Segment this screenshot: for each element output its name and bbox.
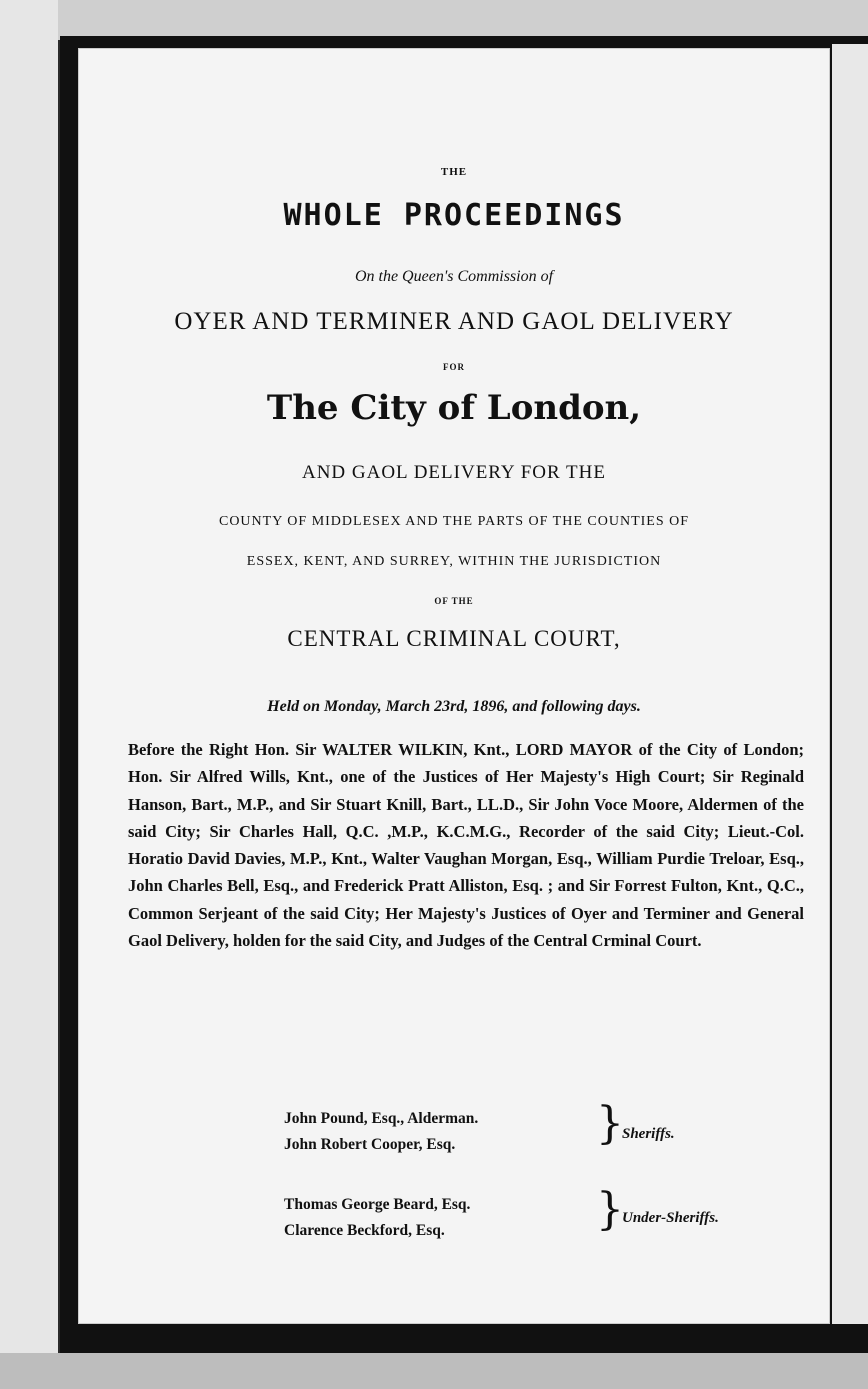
of-the-label: OF THE xyxy=(434,596,474,606)
sheriff-name: John Robert Cooper, Esq. xyxy=(284,1136,456,1153)
sheriffs-brace: } xyxy=(596,1098,624,1149)
under-sheriffs-brace: } xyxy=(596,1184,624,1235)
county-line: COUNTY OF MIDDLESEX AND THE PARTS OF THE COUNTIES OF xyxy=(218,514,690,529)
justices-paragraph: Before the Right Hon. Sir WALTER WILKIN, Knt., LORD MAYOR of the City of London; Hon. Sir Alfred Wills, Knt., one of the Justices of Her Majesty's High Court; Sir Reginald Hanson, Bart., M.P., and Sir Stuart Knill, Bart., LL.D., Sir John Voce Moore, Aldermen of the said City; Sir Charles Hall, Q.C. ,M.P., K.C.M.G., Recorder of the said City; Lieut.-Col. Horatio David Davies, M.P., Knt., Walter Vaughan Morgan, Esq., William Purdie Treloar, Esq., John Charles Bell, Esq., and Frederick Pratt Alliston, Esq. ; and Sir Forrest Fulton, Knt., Q.C., Common Serjeant of the said City; Her Majesty's Justices of Oyer and Terminer and General Gaol Delivery, holden for the said City, and Judges of the Central Crminal Court. xyxy=(128,740,804,951)
under-sheriffs-list xyxy=(284,1196,470,1248)
under-sheriff-name: Thomas George Beard, Esq. xyxy=(284,1196,471,1213)
scan-bottom-edge xyxy=(0,1353,868,1389)
the-heading: THE xyxy=(440,166,468,178)
essex-line: ESSEX, KENT, AND SURREY, WITHIN THE JURISDICTION xyxy=(246,554,662,569)
sheriff-name: John Pound, Esq., Alderman. xyxy=(284,1110,479,1127)
commission-subtitle: On the Queen's Commission of xyxy=(354,268,554,285)
under-sheriffs-role: Under-Sheriffs. xyxy=(622,1210,719,1226)
scan-left-edge xyxy=(0,0,58,1389)
next-page-edge xyxy=(832,44,868,1324)
held-date-line: Held on Monday, March 23rd, 1896, and following days. xyxy=(267,698,641,715)
sheriffs-role: Sheriffs. xyxy=(622,1126,675,1142)
for-label: FOR xyxy=(443,362,465,372)
oyer-heading: OYER AND TERMINER AND GAOL DELIVERY xyxy=(174,308,734,335)
scan-top-edge xyxy=(0,0,868,40)
city-of-london-heading: The City of London, xyxy=(266,388,642,428)
title-page xyxy=(78,48,830,1324)
gaol-delivery-heading: AND GAOL DELIVERY FOR THE xyxy=(301,462,606,483)
whole-proceedings-heading: WHOLE PROCEEDINGS xyxy=(283,198,625,233)
under-sheriff-name: Clarence Beckford, Esq. xyxy=(284,1222,445,1239)
central-criminal-court-heading: CENTRAL CRIMINAL COURT, xyxy=(287,626,621,651)
sheriffs-list xyxy=(284,1110,478,1162)
